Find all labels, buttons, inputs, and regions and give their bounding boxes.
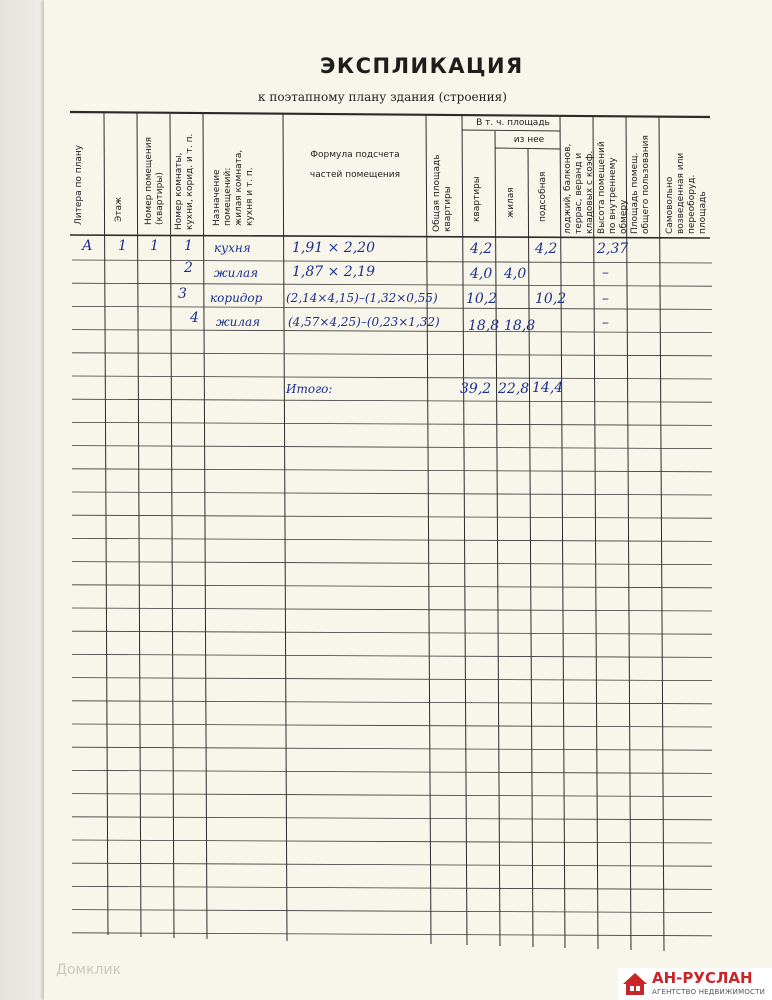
table-rule-line [72, 376, 712, 379]
cell-naznachenie: жилая [216, 315, 261, 329]
header-obshchaya-ploshchad: Общая площадь квартиры [432, 154, 453, 232]
header-etazh: Этаж [114, 196, 124, 222]
cell-vysota: 2,37 [597, 241, 629, 257]
agency-name: АН-РУСЛАН [652, 969, 753, 987]
cell-komnata: 2 [184, 260, 193, 276]
header-podsobnaya: подсобная [538, 171, 548, 222]
table-rule-line [72, 678, 712, 681]
cell-komnata: 1 [184, 238, 193, 254]
header-formula: Формула подсчета частей помещения [309, 150, 401, 180]
table-rule-line [72, 446, 712, 449]
table-rule-line [72, 747, 712, 750]
table-rule-line [72, 631, 712, 634]
house-logo-icon [622, 972, 648, 996]
cell-naznachenie: кухня [214, 241, 251, 255]
table-rule-line [72, 399, 712, 402]
header-nomer-komnaty: Номер комнаты, кухни, корид. и т. п. [174, 133, 195, 230]
cell-kvartiry: 18,8 [468, 318, 500, 334]
domclick-watermark: Домклик [56, 962, 122, 978]
cell-zhilaya: 4,0 [504, 266, 527, 282]
table-rule-line [72, 353, 712, 356]
table-rule-line [72, 840, 712, 843]
header-vysota: Высота помещений по внутреннему обмеру [597, 141, 629, 234]
cell-formula: 1,87 × 2,19 [292, 264, 375, 280]
total-kvartiry: 39,2 [460, 381, 492, 397]
table-rule-line [72, 492, 712, 495]
table-rule-line [72, 562, 712, 565]
table-rule-line [72, 886, 712, 889]
cell-kvartiry: 10,2 [466, 291, 498, 307]
header-v-tom-chisle: В т. ч. площадь [476, 118, 550, 128]
total-zhilaya: 22,8 [498, 381, 530, 397]
table-rule-line [72, 724, 712, 727]
table-rule-line [72, 515, 712, 518]
total-label: Итого: [286, 382, 333, 396]
table-rule-line [72, 585, 712, 588]
document-subtitle: к поэтапному плану здания (строения) [258, 90, 507, 104]
table-rule-line [72, 863, 712, 866]
cell-kvartiry: 4,2 [470, 241, 493, 257]
table-rule-line [72, 608, 712, 611]
total-podsobnaya: 14,4 [532, 380, 564, 396]
cell-litera: А [82, 238, 93, 254]
header-iz-nee: из нее [513, 135, 545, 145]
cell-formula: 1,91 × 2,20 [292, 240, 375, 256]
cell-naznachenie: жилая [214, 266, 259, 280]
table-rule-line [72, 654, 712, 657]
cell-formula: (4,57×4,25)–(0,23×1,32) [288, 315, 440, 329]
cell-komnata: 3 [178, 286, 187, 302]
agency-tagline: АГЕНТСТВО НЕДВИЖИМОСТИ [652, 988, 766, 996]
header-nomer-pomeshcheniya: Номер помещения (квартиры) [144, 136, 165, 225]
cell-naznachenie: коридор [210, 291, 263, 305]
header-naznachenie: Назначение помещений: жилая комната, кухня и т. п. [212, 149, 255, 226]
cell-vysota: – [602, 265, 609, 281]
cell-zhilaya: 18,8 [504, 318, 536, 334]
table-rule-line [72, 469, 712, 472]
header-ploshchad-obshchego: Площадь помещ. общего пользования [630, 135, 651, 234]
table-rule-line [72, 910, 712, 913]
table-rule-line [72, 538, 712, 541]
table-rule-line [72, 817, 712, 820]
agency-brand [618, 968, 772, 1000]
header-kvartiry: квартиры [472, 176, 482, 222]
table-rule-line [72, 306, 712, 309]
table-rule-line [72, 330, 712, 333]
table-rule-line [72, 933, 712, 936]
table-rule-line [72, 283, 712, 286]
header-zhilaya: жилая [506, 187, 516, 218]
cell-formula: (2,14×4,15)–(1,32×0,55) [286, 291, 438, 305]
header-samovolno: Самовольно возведенная или переоборуд. площадь [665, 152, 708, 234]
table-rule-line [72, 701, 712, 704]
table-rule-line [72, 260, 712, 263]
table-rule-line [72, 422, 712, 425]
cell-podsobnaya: 10,2 [535, 291, 567, 307]
cell-etazh: 1 [118, 238, 127, 254]
header-litera: Литера по плану [74, 144, 84, 225]
table-row-lines [72, 260, 712, 936]
cell-nomer: 1 [150, 238, 159, 254]
table-rule-line [72, 794, 712, 797]
cell-podsobnaya: 4,2 [535, 241, 558, 257]
cell-kvartiry: 4,0 [470, 266, 493, 282]
cell-vysota: – [602, 315, 609, 331]
cell-komnata: 4 [190, 310, 199, 326]
document-title: ЭКСПЛИКАЦИЯ [320, 54, 524, 78]
cell-vysota: – [602, 291, 609, 307]
header-lodzhiy: лоджий, балконов, террас, веранд и кладовых с коэф. [563, 143, 595, 234]
table-rule-line [72, 770, 712, 773]
